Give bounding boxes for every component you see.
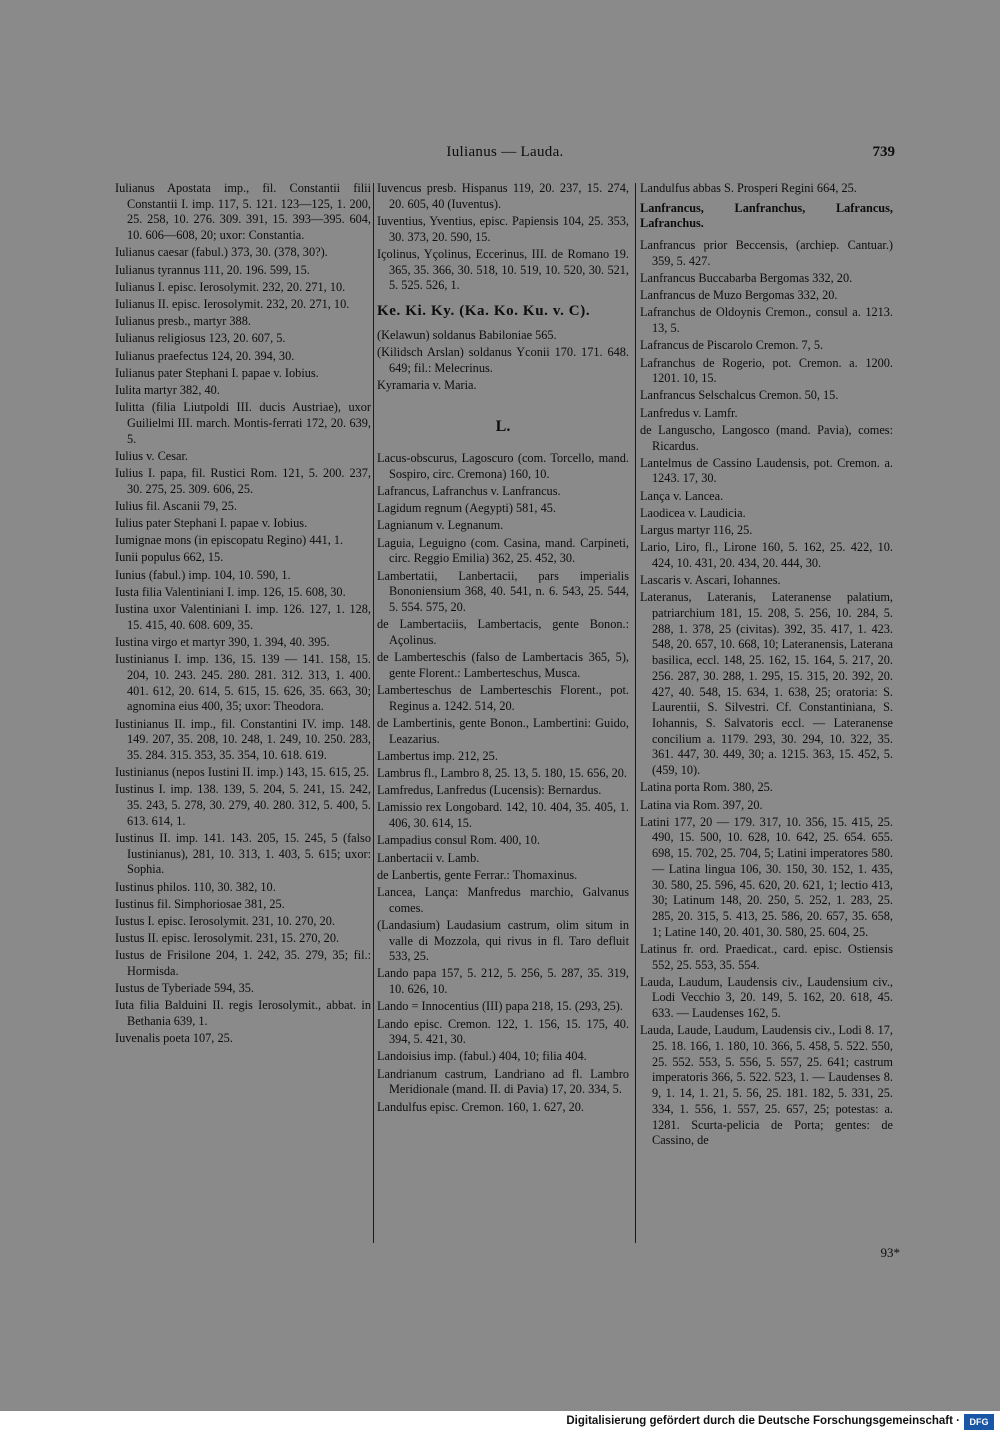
index-entry: (Landasium) Laudasium castrum, olim situm in valle di Mozzola, qui rivus in fl. Taro defluit 533, 25. [377, 917, 629, 964]
index-entry: Iustinus philos. 110, 30. 382, 10. [115, 879, 276, 894]
index-entry: Lanbertacii v. Lamb. [377, 850, 480, 865]
index-entry: Lanfrancus de Muzo Bergomas 332, 20. [640, 288, 838, 303]
index-entry: Lamissio rex Longobard. 142, 10. 404, 35. 405, 1. 406, 30. 614, 15. [377, 800, 629, 831]
index-entry: Iulius pater Stephani I. papae v. Iobius. [115, 516, 308, 531]
index-entry: Laodicea v. Laudicia. [640, 505, 746, 520]
index-entry: Iuvenalis poeta 107, 25. [115, 1031, 233, 1046]
index-entry: Lanfrancus Buccabarba Bergomas 332, 20. [640, 271, 853, 286]
dfg-logo: DFG [964, 1414, 994, 1430]
index-column-1 [115, 181, 371, 1244]
index-entry: Lafranchus de Oldoynis Cremon., consul a. 1213. 13, 5. [640, 305, 893, 336]
index-entry: de Lambertaciis, Lambertacis, gente Bonon.: Açolinus. [377, 617, 629, 647]
index-entry: (Kelawun) soldanus Babiloniae 565. [377, 327, 557, 342]
index-entry: Lambrus fl., Lambro 8, 25. 13, 5. 180, 15. 656, 20. [377, 766, 628, 780]
index-entry: Kyramaria v. Maria. [377, 377, 477, 392]
index-entry: Lario, Liro, fl., Lirone 160, 5. 162, 25. 422, 10. 424, 10. 431, 20. 434, 20. 444, 30. [640, 540, 893, 570]
index-entry: Lacus-obscurus, Lagoscuro (com. Torcello, mand. Sospiro, circ. Cremona) 160, 10. [377, 451, 629, 481]
index-entry: Latina via Rom. 397, 20. [640, 797, 763, 812]
page-number: 739 [872, 144, 895, 160]
index-entry: Iulianus religiosus 123, 20. 607, 5. [115, 331, 286, 346]
index-entry: Lauda, Laudum, Laudensis civ., Laudensium civ., Lodi Vecchio 3, 20. 149, 5. 162, 20. 618, 45. 633. — Laudenses 162, 5. [640, 974, 893, 1021]
column-rule [373, 183, 374, 1243]
index-entry: Iulius I. papa, fil. Rustici Rom. 121, 5. 200. 237, 30. 275, 25. 309. 606, 25. [115, 465, 371, 496]
index-entry: Lafranchus de Rogerio, pot. Cremon. a. 1200. 1201. 10, 15. [640, 355, 893, 386]
index-entry: Iulianus tyrannus 111, 20. 196. 599, 15. [115, 262, 310, 277]
index-entry: Lanfredus v. Lamfr. [640, 405, 738, 420]
index-entry: Iulianus I. episc. Ierosolymit. 232, 20. 271, 10. [115, 279, 346, 294]
index-entry: Landulfus episc. Cremon. 160, 1. 627, 20. [377, 1099, 584, 1114]
index-entry: Lambertus imp. 212, 25. [377, 748, 498, 763]
index-entry: Iulianus caesar (fabul.) 373, 30. (378, 30?). [115, 245, 328, 260]
index-column-2 [377, 181, 629, 1244]
index-entry: de Languscho, Langosco (mand. Pavia), comes: Ricardus. [640, 422, 893, 453]
index-entry: Iustus II. episc. Ierosolymit. 231, 15. 270, 20. [115, 931, 340, 946]
funding-notice: Digitalisierung gefördert durch die Deutsche Forschungsgemeinschaft · [566, 1415, 960, 1427]
footer-bar [0, 1411, 1000, 1434]
index-entry: Landulfus abbas S. Prosperi Regini 664, 25. [640, 181, 857, 195]
index-entry: Iunius (fabul.) imp. 104, 10. 590, 1. [115, 567, 291, 582]
index-entry: Landrianum castrum, Landriano ad fl. Lambro Meridionale (mand. II. di Pavia) 17, 20. 334, 5. [377, 1066, 629, 1097]
index-entry: Iuvencus presb. Hispanus 119, 20. 237, 15. 274, 20. 605, 40 (Iuventus). [377, 181, 629, 211]
index-entry: Iulianus Apostata imp., fil. Constantii filii Constantii I. imp. 117, 5. 121. 123—125, 1. 200, 25. 258, 10. 276. 309. 391, 15. 393—395. 604, 10. 606—608, 20; uxor: Constantia. [115, 181, 371, 243]
index-entry: Iustinianus (nepos Iustini II. imp.) 143, 15. 615, 25. [115, 765, 370, 780]
index-entry: Iumignae mons (in episcopatu Regino) 441, 1. [115, 533, 344, 548]
index-entry: Iustinus I. imp. 138. 139, 5. 204, 5. 241, 15. 242, 35. 243, 5. 278, 30. 279, 40. 280. 312, 5. 400, 5. 613. 614, 1. [115, 782, 371, 828]
index-entry: Lando papa 157, 5. 212, 5. 256, 5. 287, 35. 319, 10. 626, 10. [377, 966, 629, 997]
index-entry: Lanfrancus prior Beccensis, (archiep. Cantuar.) 359, 5. 427. [640, 238, 893, 268]
index-entry: Lancea, Lança: Manfredus marchio, Galvanus comes. [377, 884, 629, 915]
index-entry: Lando = Innocentius (III) papa 218, 15. (293, 25). [377, 999, 623, 1014]
index-entry: Ke. Ki. Ky. (Ka. Ko. Ku. v. C). [377, 302, 591, 319]
index-entry: Iulianus II. episc. Ierosolymit. 232, 20. 271, 10. [115, 296, 350, 311]
index-entry: Lamberteschus de Lamberteschis Florent., pot. Reginus a. 1242. 514, 20. [377, 682, 629, 713]
index-entry: Laguia, Leguigno (com. Casina, mand. Carpineti, circ. Reggio Emilia) 362, 25. 452, 30. [377, 535, 629, 566]
index-entry: Lança v. Lancea. [640, 488, 724, 503]
index-entry: Iulitta (filia Liutpoldi III. ducis Austriae), uxor Guilielmi III. march. Montis-ferrati 172, 20. 639, 5. [115, 400, 371, 446]
index-entry: Latina porta Rom. 380, 25. [640, 780, 773, 795]
index-entry: Lantelmus de Cassino Laudensis, pot. Cremon. a. 1243. 17, 30. [640, 455, 893, 486]
index-entry: Lando episc. Cremon. 122, 1. 156, 15. 175, 40. 394, 5. 421, 30. [377, 1016, 629, 1047]
index-entry: Iustinus II. imp. 141. 143. 205, 15. 245, 5 (falso Iustinianus), 281, 10. 313, 1. 403, 5. 615; uxor: Sophia. [115, 830, 371, 877]
index-entry: de Lambertinis, gente Bonon., Lambertini: Guido, Leazarius. [377, 715, 629, 746]
index-entry: Iustinianus I. imp. 136, 15. 139 — 141. 158, 15. 204, 10. 243. 245. 280. 281. 312. 313, 1. 400. 401. 612, 20. 614, 5. 615, 15. 626, 35. 663, 30; agnomina eius 400, 35; uxor: Theodora. [115, 652, 371, 714]
index-entry: Lagidum regnum (Aegypti) 581, 45. [377, 501, 556, 516]
index-entry: Iustinus fil. Simphoriosae 381, 25. [115, 896, 285, 911]
index-entry: Lanfrancus, Lanfranchus, Lafrancus, Lafranchus. [640, 200, 893, 231]
index-entry: Içolinus, Yçolinus, Eccerinus, III. de Romano 19. 365, 35. 366, 30. 518, 10. 519, 10. 520, 30. 521, 5. 525. 526, 1. [377, 246, 629, 293]
index-entry: Iuta filia Balduini II. regis Ierosolymit., abbat. in Bethania 639, 1. [115, 998, 371, 1029]
index-entry: Latinus fr. ord. Praedicat., card. episc. Ostiensis 552, 25. 553, 35. 554. [640, 941, 893, 972]
index-entry: Lambertatii, Lanbertacii, pars imperialis Bononiensium 368, 40. 541, n. 6. 543, 25. 544, 5. 554. 575, 20. [377, 568, 629, 614]
index-entry: Iustus I. episc. Ierosolymit. 231, 10. 270, 20. [115, 913, 335, 928]
index-entry: Iulianus pater Stephani I. papae v. Iobius. [115, 365, 319, 380]
signature-mark: 93* [880, 1245, 900, 1260]
index-column-3 [640, 181, 893, 1244]
index-entry: Lafrancus, Lafranchus v. Lanfrancus. [377, 484, 561, 499]
index-entry: Iustinianus II. imp., fil. Constantini IV. imp. 148. 149. 207, 35. 208, 10. 248, 1. 249, 10. 250. 283, 35. 284. 315. 353, 35. 354, 10. 618. 619. [115, 716, 371, 762]
index-entry: Iustina virgo et martyr 390, 1. 394, 40. 395. [115, 634, 330, 649]
index-entry: Lascaris v. Ascari, Iohannes. [640, 573, 781, 588]
index-entry: Iulianus presb., martyr 388. [115, 314, 251, 329]
running-title: Iulianus — Lauda. [446, 144, 564, 160]
index-entry: Lateranus, Lateranis, Lateranense palatium, patriarchium 181, 15. 208, 5. 256, 10. 284, 5. 288, 1. 378, 25 (civitas). 392, 35. 417, 1. 423. 548, 20. 657, 10. 668, 10; Lateranensis, Laterana basilica, eccl. 148, 25. 162, 15. 164, 5. 217, 20. 256. 287, 30. 288, 1. 295, 15. 315, 20. 392, 20. 427, 40. 548, 15. 634, 1. 638, 25; oratoria: S. Laurentii, S. Silvestri. Cf. Constantiniana, S. Iohannis, S. Salvatoris eccl. — Lateranense concilium a. 1179. 293, 30. 294, 10. 322, 35. 361. 447, 30. 449, 30; a. 1215. 363, 15. 452, 5. (459, 10). [640, 590, 893, 778]
index-entry: Latini 177, 20 — 179. 317, 10. 356, 15. 415, 25. 490, 15. 500, 10. 628, 10. 642, 25. 654. 655. 698, 15. 702, 25. 704, 5; Latini imperatores 580. — Latina lingua 106, 30. 150, 30. 152, 1. 435, 30. 580, 25. 596, 45. 620, 20. 621, 1; lectio 413, 30; Latinum 148, 20. 250, 5. 252, 1. 283, 25. 285, 20. 315, 5. 413, 25. 586, 20. 657, 35. 658, 1; Latine 140, 20. 401, 30. 580, 25. 604, 25. [640, 814, 893, 939]
index-entry: Iustus de Tyberiade 594, 35. [115, 981, 254, 996]
index-entry: Iulius v. Cesar. [115, 448, 188, 463]
index-entry: Iulianus praefectus 124, 20. 394, 30. [115, 348, 295, 363]
page-header [115, 144, 895, 166]
index-entry: Iunii populus 662, 15. [115, 550, 224, 565]
column-rule [635, 183, 636, 1243]
index-entry: Iustina uxor Valentiniani I. imp. 126. 127, 1. 128, 15. 415, 40. 608. 609, 35. [115, 602, 371, 632]
letter-heading: L. [495, 418, 511, 436]
index-entry: Lauda, Laude, Laudum, Laudensis civ., Lodi 8. 17, 25. 18. 166, 1. 180, 10. 366, 5. 458, 5. 522. 550, 25. 552. 553, 5. 556, 5. 557, 25. 641; castrum imperatoris 366, 5. 522. 523, 1. — Laudenses 8. 9, 1. 14, 1. 21, 5. 56, 25. 181. 182, 5. 331, 25. 334, 1. 556, 1. 557, 25. 657, 25; potestas: a. 1281. Scurta-pelicia de Porta; gentes: de Cassino, de [640, 1023, 893, 1148]
index-entry: Lanfrancus Selschalcus Cremon. 50, 15. [640, 388, 839, 403]
index-entry: Iusta filia Valentiniani I. imp. 126, 15. 608, 30. [115, 584, 346, 599]
index-entry: Iuventius, Yventius, episc. Papiensis 104, 25. 353, 30. 373, 20. 590, 15. [377, 213, 629, 244]
index-entry: Iulius fil. Ascanii 79, 25. [115, 498, 237, 513]
index-entry: de Lanbertis, gente Ferrar.: Thomaxinus. [377, 867, 578, 882]
index-entry: Lampadius consul Rom. 400, 10. [377, 833, 540, 848]
index-entry: Landoisius imp. (fabul.) 404, 10; filia 404. [377, 1049, 587, 1064]
index-entry: Iustus de Frisilone 204, 1. 242, 35. 279, 35; fil.: Hormisda. [115, 948, 371, 979]
index-entry: (Kilidsch Arslan) soldanus Yconii 170. 171. 648. 649; fil.: Melecrinus. [377, 344, 629, 375]
index-entry: Iulita martyr 382, 40. [115, 382, 220, 397]
index-entry: Lamfredus, Lanfredus (Lucensis): Bernardus. [377, 783, 602, 798]
index-entry: de Lamberteschis (falso de Lambertacis 365, 5), gente Florent.: Lamberteschus, Musca. [377, 650, 629, 680]
index-entry: Lafrancus de Piscarolo Cremon. 7, 5. [640, 338, 824, 353]
index-entry: Lagnianum v. Legnanum. [377, 518, 504, 533]
index-entry: Largus martyr 116, 25. [640, 523, 753, 538]
